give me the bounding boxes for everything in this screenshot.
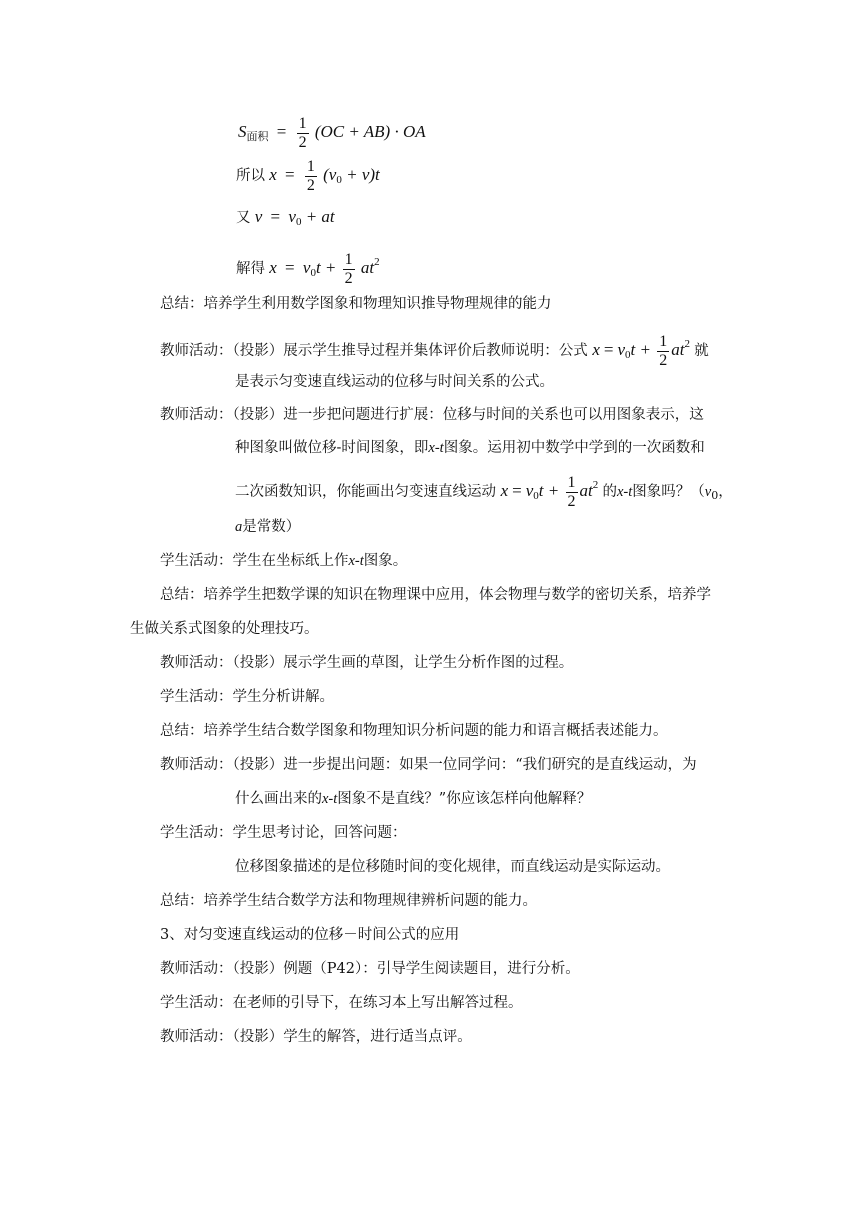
fraction-denominator: 2 bbox=[567, 492, 576, 510]
v0-subscript: 0 bbox=[711, 489, 719, 502]
paragraph-teacher-6: 教师活动：（投影）学生的解答，进行适当点评。 bbox=[160, 1029, 472, 1045]
v0-symbol: v bbox=[704, 484, 712, 500]
fraction bbox=[343, 251, 355, 288]
formula-rest: (OC + AB) · OA bbox=[314, 122, 426, 141]
formula-symbol: x bbox=[592, 340, 600, 359]
fraction bbox=[566, 474, 578, 511]
fraction-numerator: 1 bbox=[306, 157, 315, 175]
paragraph-text: 二次函数知识，你能画出匀变速直线运动 bbox=[235, 484, 496, 500]
equals-sign: = bbox=[285, 165, 295, 184]
formula-subscript: 面积 bbox=[246, 131, 269, 143]
fraction-numerator: 1 bbox=[659, 332, 668, 350]
paragraph-student-1 bbox=[160, 551, 407, 571]
paragraph-student-2: 学生活动：学生分析讲解。 bbox=[160, 689, 334, 705]
paragraph-text: 的 bbox=[602, 484, 617, 500]
xt-label: x-t bbox=[322, 791, 338, 807]
formula-symbol: v bbox=[288, 207, 296, 226]
xt-label: x-t bbox=[428, 440, 444, 456]
formula-symbol: x bbox=[500, 481, 509, 500]
equals-sign: = bbox=[276, 122, 287, 141]
paragraph-teacher-1-cont: 是表示匀变速直线运动的位移与时间关系的公式。 bbox=[235, 374, 554, 390]
paragraph-teacher-4: 教师活动：（投影）进一步提出问题：如果一位同学问：“我们研究的是直线运动，为 bbox=[160, 757, 697, 773]
fraction-denominator: 2 bbox=[306, 176, 315, 194]
paragraph-text: 是常数） bbox=[242, 519, 301, 535]
equals-sign: = bbox=[512, 481, 522, 500]
formula-symbol: v bbox=[302, 258, 311, 277]
formula-part: t + bbox=[538, 481, 560, 500]
paragraph-teacher-4-cont bbox=[235, 789, 591, 809]
paragraph-summary-3: 总结：培养学生结合数学图象和物理知识分析问题的能力和语言概括表述能力。 bbox=[160, 723, 668, 739]
formula-prefix: 所以 bbox=[236, 168, 265, 184]
formula-solve bbox=[236, 242, 380, 293]
formula-superscript: 2 bbox=[592, 479, 599, 491]
formula-part: (v bbox=[323, 165, 337, 184]
formula-symbol: v bbox=[525, 481, 534, 500]
formula-prefix: 解得 bbox=[236, 261, 265, 277]
paragraph-student-3: 学生活动：学生思考讨论，回答问题： bbox=[160, 825, 407, 841]
paragraph-teacher-2-line2 bbox=[235, 438, 705, 458]
paragraph-text: 就 bbox=[694, 343, 709, 359]
formula-part: at bbox=[360, 258, 375, 277]
fraction-numerator: 1 bbox=[567, 473, 576, 491]
formula-part: t + bbox=[630, 340, 651, 359]
formula-area bbox=[238, 112, 426, 157]
formula-subscript: 0 bbox=[295, 216, 302, 228]
paragraph-summary-4: 总结：培养学生结合数学方法和物理规律辨析问题的能力。 bbox=[160, 893, 537, 909]
fraction-denominator: 2 bbox=[344, 269, 353, 287]
paragraph-teacher-2-line3 bbox=[235, 465, 733, 516]
formula-superscript: 2 bbox=[684, 338, 690, 350]
paragraph-text: ， bbox=[718, 484, 733, 500]
formula-subscript: 0 bbox=[533, 490, 539, 502]
paragraph-text: 种图象叫做位移-时间图象，即 bbox=[235, 440, 429, 456]
formula-part: at bbox=[579, 481, 593, 500]
formula-part: t + bbox=[315, 258, 337, 277]
fraction bbox=[305, 158, 317, 195]
paragraph-teacher-3: 教师活动：（投影）展示学生画的草图，让学生分析作图的过程。 bbox=[160, 655, 574, 671]
xt-label: x-t bbox=[616, 484, 633, 500]
formula-symbol: S bbox=[238, 122, 247, 141]
paragraph-summary-2-cont: 生做关系式图象的处理技巧。 bbox=[130, 621, 319, 637]
fraction-numerator: 1 bbox=[298, 114, 307, 132]
paragraph-text: 图象吗？（ bbox=[632, 484, 705, 500]
section-heading-3: 3、对匀变速直线运动的位移－时间公式的应用 bbox=[160, 927, 460, 943]
formula-symbol: v bbox=[254, 207, 263, 226]
formula-subscript: 0 bbox=[310, 267, 316, 279]
formula-symbol: v bbox=[617, 340, 626, 359]
fraction bbox=[297, 115, 309, 152]
paragraph-text: 图象。运用初中数学中学到的一次函数和 bbox=[443, 440, 705, 456]
paragraph-summary-1: 总结：培养学生利用数学图象和物理知识推导物理规律的能力 bbox=[160, 296, 552, 312]
fraction bbox=[657, 333, 669, 370]
formula-subscript: 0 bbox=[625, 349, 631, 361]
formula-symbol: x bbox=[269, 258, 277, 277]
paragraph-teacher-2-line4 bbox=[235, 517, 300, 537]
paragraph-summary-2: 总结：培养学生把数学课的知识在物理课中应用，体会物理与数学的密切关系，培养学 bbox=[160, 587, 711, 603]
formula-part: at bbox=[671, 340, 685, 359]
formula-rest: + v)t bbox=[341, 165, 380, 184]
paragraph-text: 教师活动：（投影）展示学生推导过程并集体评价后教师说明：公式 bbox=[160, 343, 588, 359]
formula-superscript: 2 bbox=[374, 256, 380, 268]
formula-again bbox=[236, 205, 335, 234]
formula-so bbox=[236, 155, 380, 200]
equals-sign: = bbox=[603, 340, 614, 359]
inline-formula bbox=[592, 332, 694, 369]
inline-formula bbox=[500, 473, 603, 510]
paragraph-teacher-5: 教师活动：（投影）例题（P42）：引导学生阅读题目，进行分析。 bbox=[160, 961, 580, 977]
paragraph-teacher-1 bbox=[160, 324, 709, 375]
formula-subscript: 0 bbox=[336, 174, 342, 186]
equals-sign: = bbox=[285, 258, 295, 277]
formula-prefix: 又 bbox=[236, 210, 251, 226]
paragraph-text: 图象。 bbox=[363, 553, 408, 569]
a-symbol: a bbox=[235, 519, 243, 535]
fraction-numerator: 1 bbox=[344, 250, 353, 268]
paragraph-student-4: 学生活动：在老师的引导下，在练习本上写出解答过程。 bbox=[160, 995, 523, 1011]
equals-sign: = bbox=[270, 207, 281, 226]
paragraph-text: 图象不是直线？”你应该怎样向他解释？ bbox=[337, 791, 592, 807]
xt-label: x-t bbox=[348, 553, 364, 569]
paragraph-text: 什么画出来的 bbox=[235, 791, 322, 807]
paragraph-teacher-2: 教师活动：（投影）进一步把问题进行扩展：位移与时间的关系也可以用图象表示，这 bbox=[160, 407, 704, 423]
formula-rest: + at bbox=[305, 207, 335, 226]
fraction-denominator: 2 bbox=[298, 133, 307, 151]
formula-symbol: x bbox=[269, 165, 277, 184]
paragraph-answer: 位移图象描述的是位移随时间的变化规律，而直线运动是实际运动。 bbox=[235, 859, 670, 875]
fraction-denominator: 2 bbox=[659, 351, 668, 369]
paragraph-text: 学生活动：学生在坐标纸上作 bbox=[160, 553, 349, 569]
